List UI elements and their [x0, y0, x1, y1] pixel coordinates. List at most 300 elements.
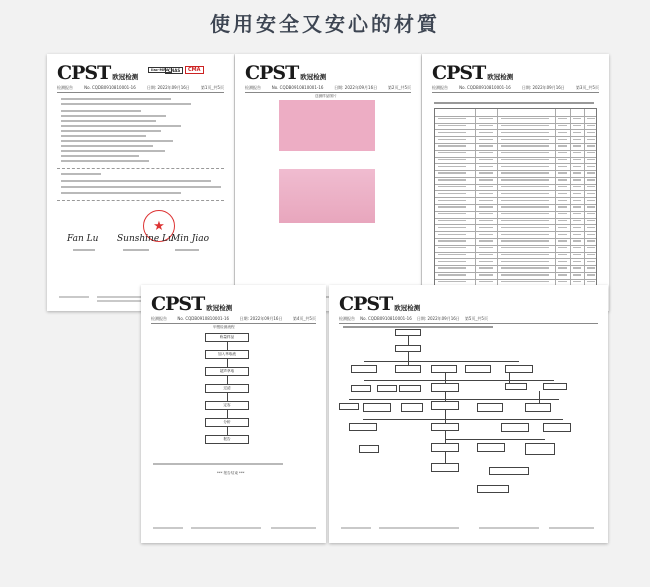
flow-node	[377, 385, 397, 392]
table-cell-text	[587, 220, 595, 221]
table-cell-text	[438, 159, 466, 160]
report-logo	[432, 62, 513, 84]
flow-node	[431, 423, 459, 431]
flow-node	[349, 423, 377, 431]
table-row	[435, 116, 596, 117]
report-page-1[interactable]	[47, 54, 234, 311]
table-cell-text	[501, 206, 549, 207]
table-cell-text	[587, 132, 595, 133]
report-number: No. CQDB0910810001-16	[271, 85, 324, 90]
table-cell-text	[558, 206, 567, 207]
table-cell-text	[587, 227, 595, 228]
table-cell-text	[438, 132, 466, 133]
table-cell-text	[558, 139, 567, 140]
page-heading: 使用安全又安心的材質	[210, 12, 440, 36]
flow-step: 加入萃取液	[205, 350, 249, 359]
table-row	[435, 150, 596, 151]
table-cell-text	[558, 267, 567, 268]
report-page-4[interactable]	[141, 285, 326, 543]
table-cell-text	[438, 166, 466, 167]
table-cell-text	[587, 152, 595, 153]
flow-node	[431, 401, 459, 410]
table-cell-text	[501, 267, 549, 268]
table-cell-text	[501, 159, 549, 160]
cnas-badge: CNAS	[165, 67, 183, 74]
table-cell-text	[479, 267, 493, 268]
table-cell-text	[587, 281, 595, 282]
table-cell-text	[558, 186, 567, 187]
table-cell-text	[573, 220, 581, 221]
table-cell-text	[501, 234, 549, 235]
table-cell-text	[501, 200, 549, 201]
table-row	[435, 204, 596, 205]
section-divider-2	[57, 200, 224, 201]
table-row	[435, 123, 596, 124]
table-cell-text	[438, 220, 466, 221]
table-cell-text	[573, 234, 581, 235]
signature-3: Min Jiao	[171, 234, 210, 244]
flow-node	[363, 403, 391, 412]
end-mark: *** 报告结束 ***	[217, 471, 245, 475]
flow-node	[351, 365, 377, 373]
table-cell-text	[558, 172, 567, 173]
signature-1: Fan Lu	[67, 234, 99, 244]
logo-chinese: 欧冠检测	[300, 73, 327, 81]
table-cell-text	[438, 200, 466, 201]
report-header-line	[151, 316, 316, 322]
table-cell-text	[479, 254, 493, 255]
table-cell-text	[573, 267, 581, 268]
report-date: 日期: 2022年09月16日	[521, 85, 565, 90]
table-cell-text	[479, 281, 493, 282]
table-cell-text	[438, 125, 466, 126]
flow-connector	[227, 359, 228, 367]
doc-title: 检测报告	[151, 316, 167, 321]
flow-step: 报告	[205, 435, 249, 444]
table-cell-text	[501, 186, 549, 187]
table-cell-text	[558, 227, 567, 228]
table-cell-text	[558, 132, 567, 133]
table-row	[435, 224, 596, 225]
flow-connector	[408, 352, 409, 365]
flow-node	[399, 385, 421, 392]
table-cell-text	[558, 200, 567, 201]
table-cell-text	[573, 132, 581, 133]
table-cell-text	[438, 179, 466, 180]
table-cell-text	[558, 152, 567, 153]
header-rule	[432, 92, 599, 93]
table-cell-text	[438, 281, 466, 282]
table-cell-text	[479, 234, 493, 235]
table-cell-text	[438, 139, 466, 140]
logo-text: CPST	[57, 62, 111, 84]
table-cell-text	[587, 166, 595, 167]
page-footer	[141, 525, 326, 538]
report-header-line	[432, 85, 599, 91]
flow-connector	[445, 439, 545, 440]
table-row	[435, 190, 596, 191]
table-cell-text	[587, 118, 595, 119]
table-cell-text	[479, 240, 493, 241]
flow-step: 分析	[205, 418, 249, 427]
flow-connector	[364, 380, 554, 381]
doc-title: 检测报告	[432, 85, 448, 90]
table-cell-text	[573, 254, 581, 255]
table-cell-text	[438, 193, 466, 194]
flow-connector	[445, 431, 446, 443]
report-logo	[245, 62, 326, 84]
table-cell-text	[501, 145, 549, 146]
table-row	[435, 245, 596, 246]
flow-connector	[364, 361, 519, 362]
flow-node	[543, 383, 567, 390]
table-row	[435, 272, 596, 273]
table-cell-text	[479, 172, 493, 173]
table-cell-text	[587, 159, 595, 160]
report-number: No. CQDB0910810001-16	[360, 316, 412, 321]
table-cell-text	[501, 166, 549, 167]
table-cell-text	[558, 261, 567, 262]
logo-text: CPST	[151, 293, 205, 315]
table-cell-text	[438, 186, 466, 187]
table-caption	[434, 102, 594, 104]
table-row	[435, 238, 596, 239]
signature-2: Sunshine Lu	[117, 234, 174, 244]
table-cell-text	[479, 206, 493, 207]
report-logo	[151, 293, 232, 315]
table-cell-text	[558, 213, 567, 214]
table-cell-text	[501, 132, 549, 133]
doc-title: 检测报告	[57, 85, 73, 90]
table-cell-text	[438, 152, 466, 153]
flow-node	[477, 403, 503, 412]
flow-node	[505, 365, 533, 373]
table-cell-text	[573, 179, 581, 180]
doc-title: 检测报告	[339, 316, 355, 321]
table-cell-text	[501, 179, 549, 180]
table-cell-text	[501, 139, 549, 140]
table-cell-text	[501, 118, 549, 119]
table-cell-text	[558, 166, 567, 167]
table-cell-text	[573, 240, 581, 241]
table-cell-text	[479, 118, 493, 119]
table-cell-text	[479, 261, 493, 262]
table-cell-text	[501, 213, 549, 214]
table-cell-text	[479, 220, 493, 221]
table-row	[435, 163, 596, 164]
flow-step: 定容	[205, 401, 249, 410]
table-cell-text	[558, 254, 567, 255]
flow-node	[401, 403, 423, 412]
table-cell-text	[587, 247, 595, 248]
table-row	[435, 143, 596, 144]
flow-caption	[343, 326, 493, 328]
table-cell-text	[573, 166, 581, 167]
table-cell-text	[438, 240, 466, 241]
table-cell-text	[501, 172, 549, 173]
flow-connector	[445, 373, 446, 383]
logo-chinese: 欧冠检测	[206, 304, 233, 312]
table-cell-text	[558, 281, 567, 282]
table-cell-text	[587, 254, 595, 255]
table-cell-text	[479, 159, 493, 160]
table-cell-text	[558, 247, 567, 248]
table-cell-text	[587, 172, 595, 173]
table-cell-text	[587, 213, 595, 214]
flow-connector	[349, 399, 559, 400]
table-cell-text	[501, 274, 549, 275]
table-cell-text	[438, 261, 466, 262]
table-cell-text	[479, 125, 493, 126]
table-cell-text	[573, 172, 581, 173]
header-rule	[151, 323, 316, 324]
flow-step: 过滤	[205, 384, 249, 393]
report-page-3[interactable]	[422, 54, 609, 311]
flow-node	[465, 365, 491, 373]
flow-node	[395, 345, 421, 352]
flow-connector	[227, 393, 228, 401]
logo-chinese: 欧冠检测	[487, 73, 514, 81]
table-cell-text	[573, 125, 581, 126]
report-header-line	[57, 85, 224, 91]
report-date: 日期: 2022年09月16日	[334, 85, 378, 90]
flow-connector	[363, 419, 563, 420]
table-cell-text	[587, 200, 595, 201]
flow-connector	[408, 336, 409, 345]
flow-connector	[445, 452, 446, 463]
table-cell-text	[501, 152, 549, 153]
report-date: 日期: 2022年09月16日	[416, 316, 460, 321]
table-row	[435, 157, 596, 158]
report-page-2[interactable]	[235, 54, 421, 311]
table-cell-text	[558, 220, 567, 221]
table-cell-text	[558, 145, 567, 146]
flow-title: 甲醛检测流程	[213, 325, 235, 329]
header-rule	[57, 92, 224, 93]
flow-node	[431, 365, 457, 373]
flow-node	[525, 403, 551, 412]
flow-node	[501, 423, 529, 432]
report-number: No. CQDB0910810001-16	[84, 85, 136, 90]
header-rule	[245, 92, 411, 93]
table-cell-text	[438, 227, 466, 228]
table-cell-text	[438, 213, 466, 214]
table-cell-text	[438, 247, 466, 248]
sample-photo-mat-1	[279, 100, 375, 151]
logo-text: CPST	[245, 62, 299, 84]
flow-node	[477, 443, 505, 452]
table-cell-text	[587, 139, 595, 140]
flow-node	[431, 463, 459, 472]
table-row	[435, 184, 596, 185]
table-cell-text	[558, 234, 567, 235]
logo-text: CPST	[339, 293, 393, 315]
table-cell-text	[501, 227, 549, 228]
cma-badge: CMA	[185, 66, 204, 74]
logo-text: CPST	[432, 62, 486, 84]
flow-node	[525, 443, 555, 455]
table-row	[435, 279, 596, 280]
table-cell-text	[501, 281, 549, 282]
table-cell-text	[558, 179, 567, 180]
report-logo	[339, 293, 420, 315]
flow-node	[395, 329, 421, 336]
table-row	[435, 218, 596, 219]
table-cell-text	[558, 118, 567, 119]
table-cell-text	[587, 240, 595, 241]
table-cell-text	[501, 240, 549, 241]
table-cell-text	[501, 247, 549, 248]
table-cell-text	[479, 132, 493, 133]
table-cell-text	[501, 193, 549, 194]
report-number: No. CQDB0910810001-16	[177, 316, 230, 321]
flow-connector	[227, 376, 228, 384]
table-cell-text	[558, 159, 567, 160]
table-cell-text	[587, 179, 595, 180]
table-row	[435, 136, 596, 137]
table-cell-text	[573, 152, 581, 153]
table-row	[435, 231, 596, 232]
table-cell-text	[479, 145, 493, 146]
table-cell-text	[558, 193, 567, 194]
flow-connector	[509, 373, 510, 383]
flow-step: 超声萃取	[205, 367, 249, 376]
table-cell-text	[587, 206, 595, 207]
table-cell-text	[573, 247, 581, 248]
table-cell-text	[479, 227, 493, 228]
table-cell-text	[479, 247, 493, 248]
table-cell-text	[501, 261, 549, 262]
page-number: 第2页_共5页	[387, 85, 411, 90]
doc-title: 检测报告	[245, 85, 261, 90]
table-cell-text	[438, 172, 466, 173]
table-cell-text	[573, 159, 581, 160]
table-row	[435, 177, 596, 178]
page-number: 第1页_共5页	[200, 85, 224, 90]
section-divider	[57, 168, 224, 169]
table-cell-text	[438, 234, 466, 235]
flow-node	[431, 443, 459, 452]
table-cell-text	[438, 118, 466, 119]
table-cell-text	[573, 206, 581, 207]
table-cell-text	[558, 240, 567, 241]
flow-node	[359, 445, 379, 453]
report-header-line	[245, 85, 411, 91]
flow-connector	[445, 392, 446, 401]
table-cell-text	[501, 254, 549, 255]
report-logo	[57, 62, 138, 84]
table-cell-text	[573, 281, 581, 282]
table-cell-text	[587, 274, 595, 275]
flow-node	[477, 485, 509, 493]
flow-node	[351, 385, 371, 392]
sample-photo-title: 送测样品图片	[315, 94, 337, 98]
table-cell-text	[573, 274, 581, 275]
table-cell-text	[573, 261, 581, 262]
table-cell-text	[479, 139, 493, 140]
table-cell-text	[573, 145, 581, 146]
page-number: 第5页_共5页	[464, 316, 488, 321]
table-cell-text	[558, 274, 567, 275]
table-cell-text	[587, 186, 595, 187]
table-cell-text	[573, 193, 581, 194]
table-cell-text	[479, 200, 493, 201]
table-cell-text	[587, 267, 595, 268]
table-row	[435, 197, 596, 198]
logo-chinese: 欧冠检测	[394, 304, 421, 312]
flow-node	[431, 383, 459, 392]
flow-connector	[445, 410, 446, 423]
sample-photo-mat-2	[279, 169, 375, 223]
report-header-line	[339, 316, 488, 322]
flow-connector	[227, 427, 228, 435]
flow-node	[489, 467, 529, 475]
page-number: 第3页_共5页	[575, 85, 599, 90]
logo-chinese: 欧冠检测	[112, 73, 139, 81]
table-cell-text	[479, 213, 493, 214]
table-cell-text	[438, 274, 466, 275]
table-cell-text	[438, 267, 466, 268]
table-cell-text	[573, 213, 581, 214]
table-cell-text	[573, 186, 581, 187]
table-cell-text	[558, 125, 567, 126]
table-cell-text	[587, 193, 595, 194]
table-cell-text	[573, 139, 581, 140]
table-row	[435, 170, 596, 171]
table-cell-text	[479, 186, 493, 187]
page-number: 第4页_共5页	[292, 316, 316, 321]
table-cell-text	[501, 125, 549, 126]
flow-note	[153, 463, 283, 465]
table-cell-text	[587, 145, 595, 146]
flow-connector	[539, 391, 540, 403]
report-date: 日期: 2022年09月16日	[239, 316, 283, 321]
report-number: No. CQDB0910810001-16	[459, 85, 511, 90]
flow-node	[339, 403, 359, 410]
flow-connector	[227, 342, 228, 350]
table-cell-text	[438, 145, 466, 146]
table-cell-text	[479, 274, 493, 275]
flow-step: 称量样品	[205, 333, 249, 342]
table-row	[435, 252, 596, 253]
report-page-5[interactable]	[329, 285, 608, 543]
results-table	[434, 108, 597, 298]
report-date: 日期: 2022年09月16日	[146, 85, 190, 90]
table-cell-text	[573, 200, 581, 201]
table-row	[435, 211, 596, 212]
table-cell-text	[479, 166, 493, 167]
page-footer	[329, 525, 608, 538]
flow-node	[543, 423, 571, 432]
table-cell-text	[438, 206, 466, 207]
flow-node	[505, 383, 527, 390]
header-rule	[339, 323, 598, 324]
table-cell-text	[573, 118, 581, 119]
table-cell-text	[587, 125, 595, 126]
table-cell-text	[573, 227, 581, 228]
table-cell-text	[501, 220, 549, 221]
table-row	[435, 129, 596, 130]
table-row	[435, 258, 596, 259]
table-row	[435, 265, 596, 266]
table-cell-text	[438, 254, 466, 255]
table-cell-text	[479, 152, 493, 153]
flow-connector	[227, 410, 228, 418]
table-cell-text	[587, 234, 595, 235]
flow-node	[395, 365, 421, 373]
table-cell-text	[479, 179, 493, 180]
table-cell-text	[587, 261, 595, 262]
